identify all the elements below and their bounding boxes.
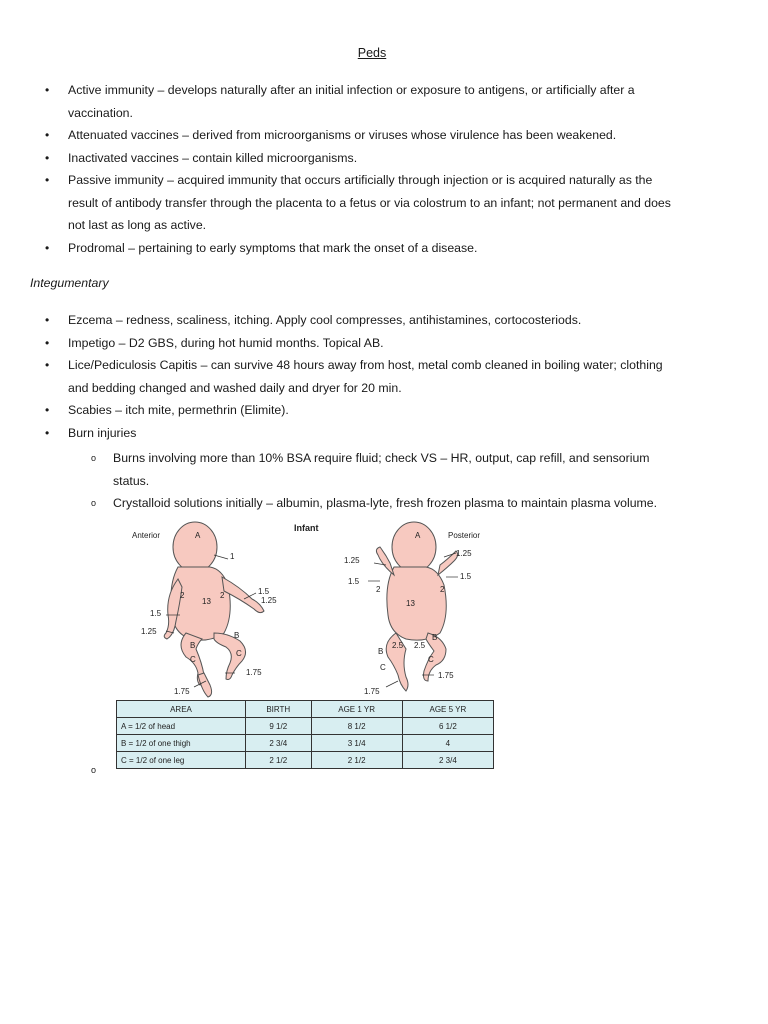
- list-item: • Scabies – itch mite, permethrin (Elimite).: [45, 399, 685, 422]
- body-region-label: 2: [220, 591, 225, 600]
- list-item: • Lice/Pediculosis Capitis – can survive 48 hours away from host, metal comb cleaned in boiling water; clothing and bedding changed and washed daily and dryer for 20 min.: [45, 354, 685, 399]
- body-region-label: B: [190, 641, 196, 650]
- table-cell: C = 1/2 of one leg: [117, 752, 246, 769]
- page-title: Peds: [357, 46, 387, 60]
- sub-list-item: o Crystalloid solutions initially – albumin, plasma-lyte, fresh frozen plasma to maintain plasma volume.: [91, 492, 681, 515]
- body-region-label: 2.5: [392, 641, 404, 650]
- table-header-row: [117, 701, 494, 718]
- body-region-label: A: [195, 531, 201, 540]
- table-row: [117, 752, 494, 769]
- list-item: • Prodromal – pertaining to early symptoms that mark the onset of a disease.: [45, 237, 685, 260]
- posterior-infant-drawing: [376, 522, 457, 691]
- figure-title: Infant: [294, 523, 319, 533]
- sub-bullet-marker: o: [91, 765, 97, 775]
- list-item: • Impetigo – D2 GBS, during hot humid months. Topical AB.: [45, 332, 685, 355]
- anterior-label: Anterior: [132, 531, 161, 540]
- body-region-label: 1.25: [456, 549, 472, 558]
- body-region-label: C: [190, 655, 196, 664]
- body-region-label: C: [428, 655, 434, 664]
- body-region-label: 1.25: [344, 556, 360, 565]
- body-region-label: 13: [202, 597, 211, 606]
- body-region-label: 2: [440, 585, 445, 594]
- body-region-label: 1.75: [246, 668, 262, 677]
- body-region-label: C: [236, 649, 242, 658]
- table-cell: 3 1/4: [311, 735, 402, 752]
- body-region-label: 1: [230, 552, 235, 561]
- burn-percentage-table: [116, 700, 494, 769]
- body-region-label: B: [432, 633, 438, 642]
- integumentary-list: [45, 309, 685, 444]
- table-cell: B = 1/2 of one thigh: [117, 735, 246, 752]
- table-row: [117, 735, 494, 752]
- column-header: AGE 1 YR: [311, 701, 402, 718]
- body-region-label: 1.75: [174, 687, 190, 696]
- definitions-list: [45, 79, 685, 259]
- table-cell: A = 1/2 of head: [117, 718, 246, 735]
- body-region-label: 1.5: [460, 572, 472, 581]
- body-region-label: 1.75: [438, 671, 454, 680]
- body-region-label: 2.5: [414, 641, 426, 650]
- body-region-label: 1.25: [141, 627, 157, 636]
- body-region-label: 1.25: [261, 596, 277, 605]
- table-cell: 2 1/2: [311, 752, 402, 769]
- table-cell: 8 1/2: [311, 718, 402, 735]
- body-region-label: B: [234, 631, 240, 640]
- sub-list-item: o Burns involving more than 10% BSA require fluid; check VS – HR, output, cap refill, and sensorium status.: [91, 447, 681, 492]
- burn-sublist: [91, 447, 681, 515]
- table-cell: 2 3/4: [246, 735, 312, 752]
- table-cell: 2 1/2: [246, 752, 312, 769]
- burn-chart-figure: [110, 515, 510, 765]
- section-heading-integumentary: Integumentary: [30, 276, 109, 290]
- list-item: • Burn injuries: [45, 422, 685, 445]
- body-region-label: A: [415, 531, 421, 540]
- table-cell: 9 1/2: [246, 718, 312, 735]
- list-item: • Active immunity – develops naturally after an initial infection or exposure to antigens, or artificially after a vaccination.: [45, 79, 685, 124]
- column-header: AGE 5 YR: [402, 701, 493, 718]
- body-region-label: 1.5: [150, 609, 162, 618]
- list-item: • Passive immunity – acquired immunity that occurs artificially through injection or is acquired naturally as the result of antibody transfer through the placenta to a fetus or via colostrum to an infant; not permanent and does not last as long as active.: [45, 169, 685, 237]
- table-row: [117, 718, 494, 735]
- body-region-label: 1.75: [364, 687, 380, 696]
- list-item: • Inactivated vaccines – contain killed microorganisms.: [45, 147, 685, 170]
- list-item: • Attenuated vaccines – derived from microorganisms or viruses whose virulence has been weakened.: [45, 124, 685, 147]
- table-cell: 2 3/4: [402, 752, 493, 769]
- posterior-label: Posterior: [448, 531, 481, 540]
- column-header: BIRTH: [246, 701, 312, 718]
- body-region-label: 1.5: [348, 577, 360, 586]
- table-cell: 4: [402, 735, 493, 752]
- body-region-label: B: [378, 647, 384, 656]
- column-header: AREA: [117, 701, 246, 718]
- body-region-label: 2: [180, 591, 185, 600]
- body-region-label: 2: [376, 585, 381, 594]
- body-region-label: C: [380, 663, 386, 672]
- body-region-label: 13: [406, 599, 415, 608]
- list-item: • Ezcema – redness, scaliness, itching. Apply cool compresses, antihistamines, cortocosteriods.: [45, 309, 685, 332]
- table-cell: 6 1/2: [402, 718, 493, 735]
- body-region-label: 1.5: [258, 587, 270, 596]
